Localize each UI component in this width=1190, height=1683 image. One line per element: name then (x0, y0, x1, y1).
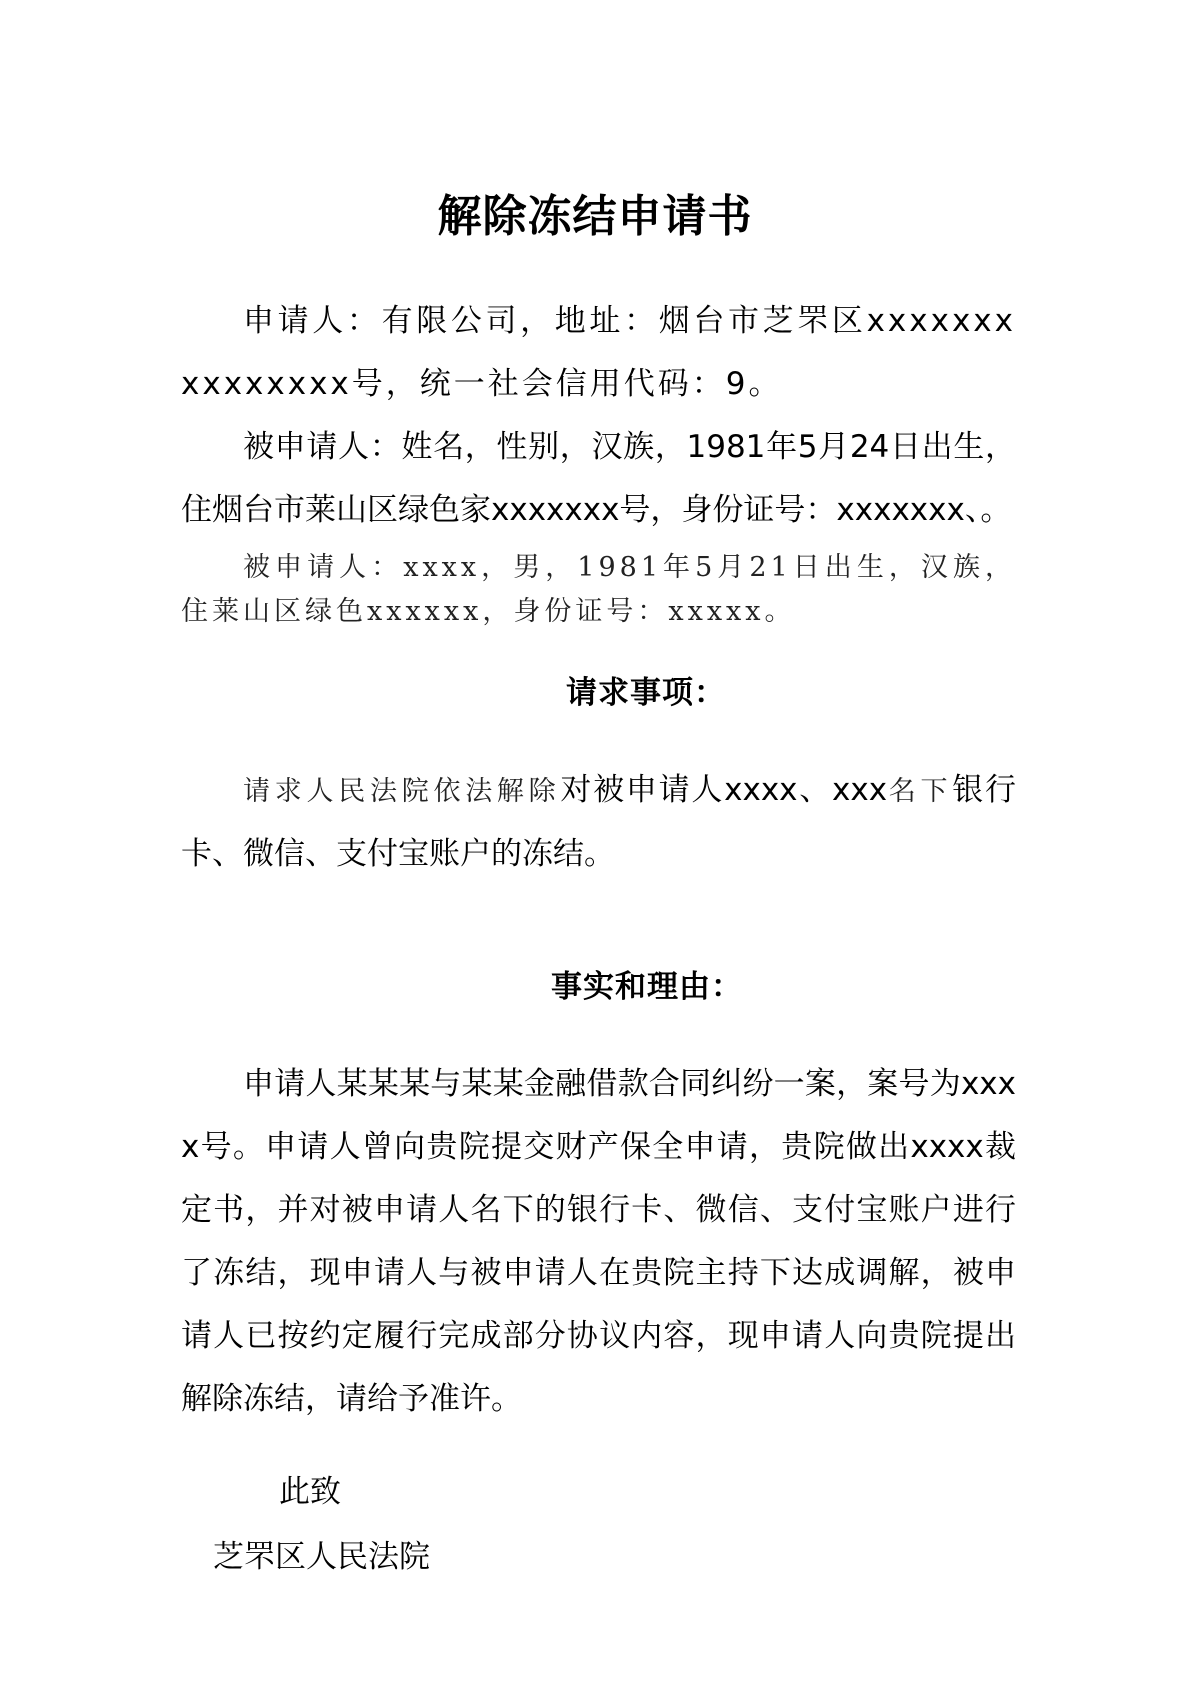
applicant-paragraph: 申请人：有限公司，地址：烟台市芝罘区xxxxxxxxxxxxxxx号，统一社会信用代码：9。 (181, 303, 1016, 402)
claims-paragraph (181, 759, 1016, 886)
claims-heading: 请求事项： (566, 675, 726, 711)
spacer (181, 725, 1016, 759)
respondent-paragraph: 被申请人：姓名，性别，汉族，1981年5月24日出生，住烟台市莱山区绿色家xxxxxxx号，身份证号：xxxxxxx、。 (181, 429, 1016, 528)
facts-heading: 事实和理由： (551, 969, 743, 1005)
facts-paragraph: 申请人某某某与某某金融借款合同纠纷一案，案号为xxxx号。申请人曾向贵院提交财产保全申请，贵院做出xxxx裁定书，并对被申请人名下的银行卡、微信、支付宝账户进行了冻结，现申请人与被申请人在贵院主持下达成调解，被申请人已按约定履行完成部分协议内容，现申请人向贵院提出解除冻结，请给予准许。 (181, 1066, 1016, 1417)
court-name: 芝罘区人民法院 (213, 1539, 430, 1575)
respondent-paragraph-2: 被申请人：xxxx，男，1981年5月21日出生，汉族，住莱山区绿色xxxxxx，身份证号：xxxxx。 (181, 552, 1016, 627)
claims-suffix: 银行卡、微信、支付宝账户的冻结。 (181, 772, 1017, 872)
document-body (181, 290, 1016, 1589)
claims-middle: 对被申请人xxxx、xxx (560, 772, 888, 808)
salutation: 此致 (279, 1474, 341, 1510)
document-title: 解除冻结申请书 (437, 191, 753, 243)
claims-mid2: 名下 (887, 776, 953, 807)
spacer (181, 1019, 1016, 1053)
claims-prefix: 请求人民法院依法解除 (243, 776, 561, 807)
